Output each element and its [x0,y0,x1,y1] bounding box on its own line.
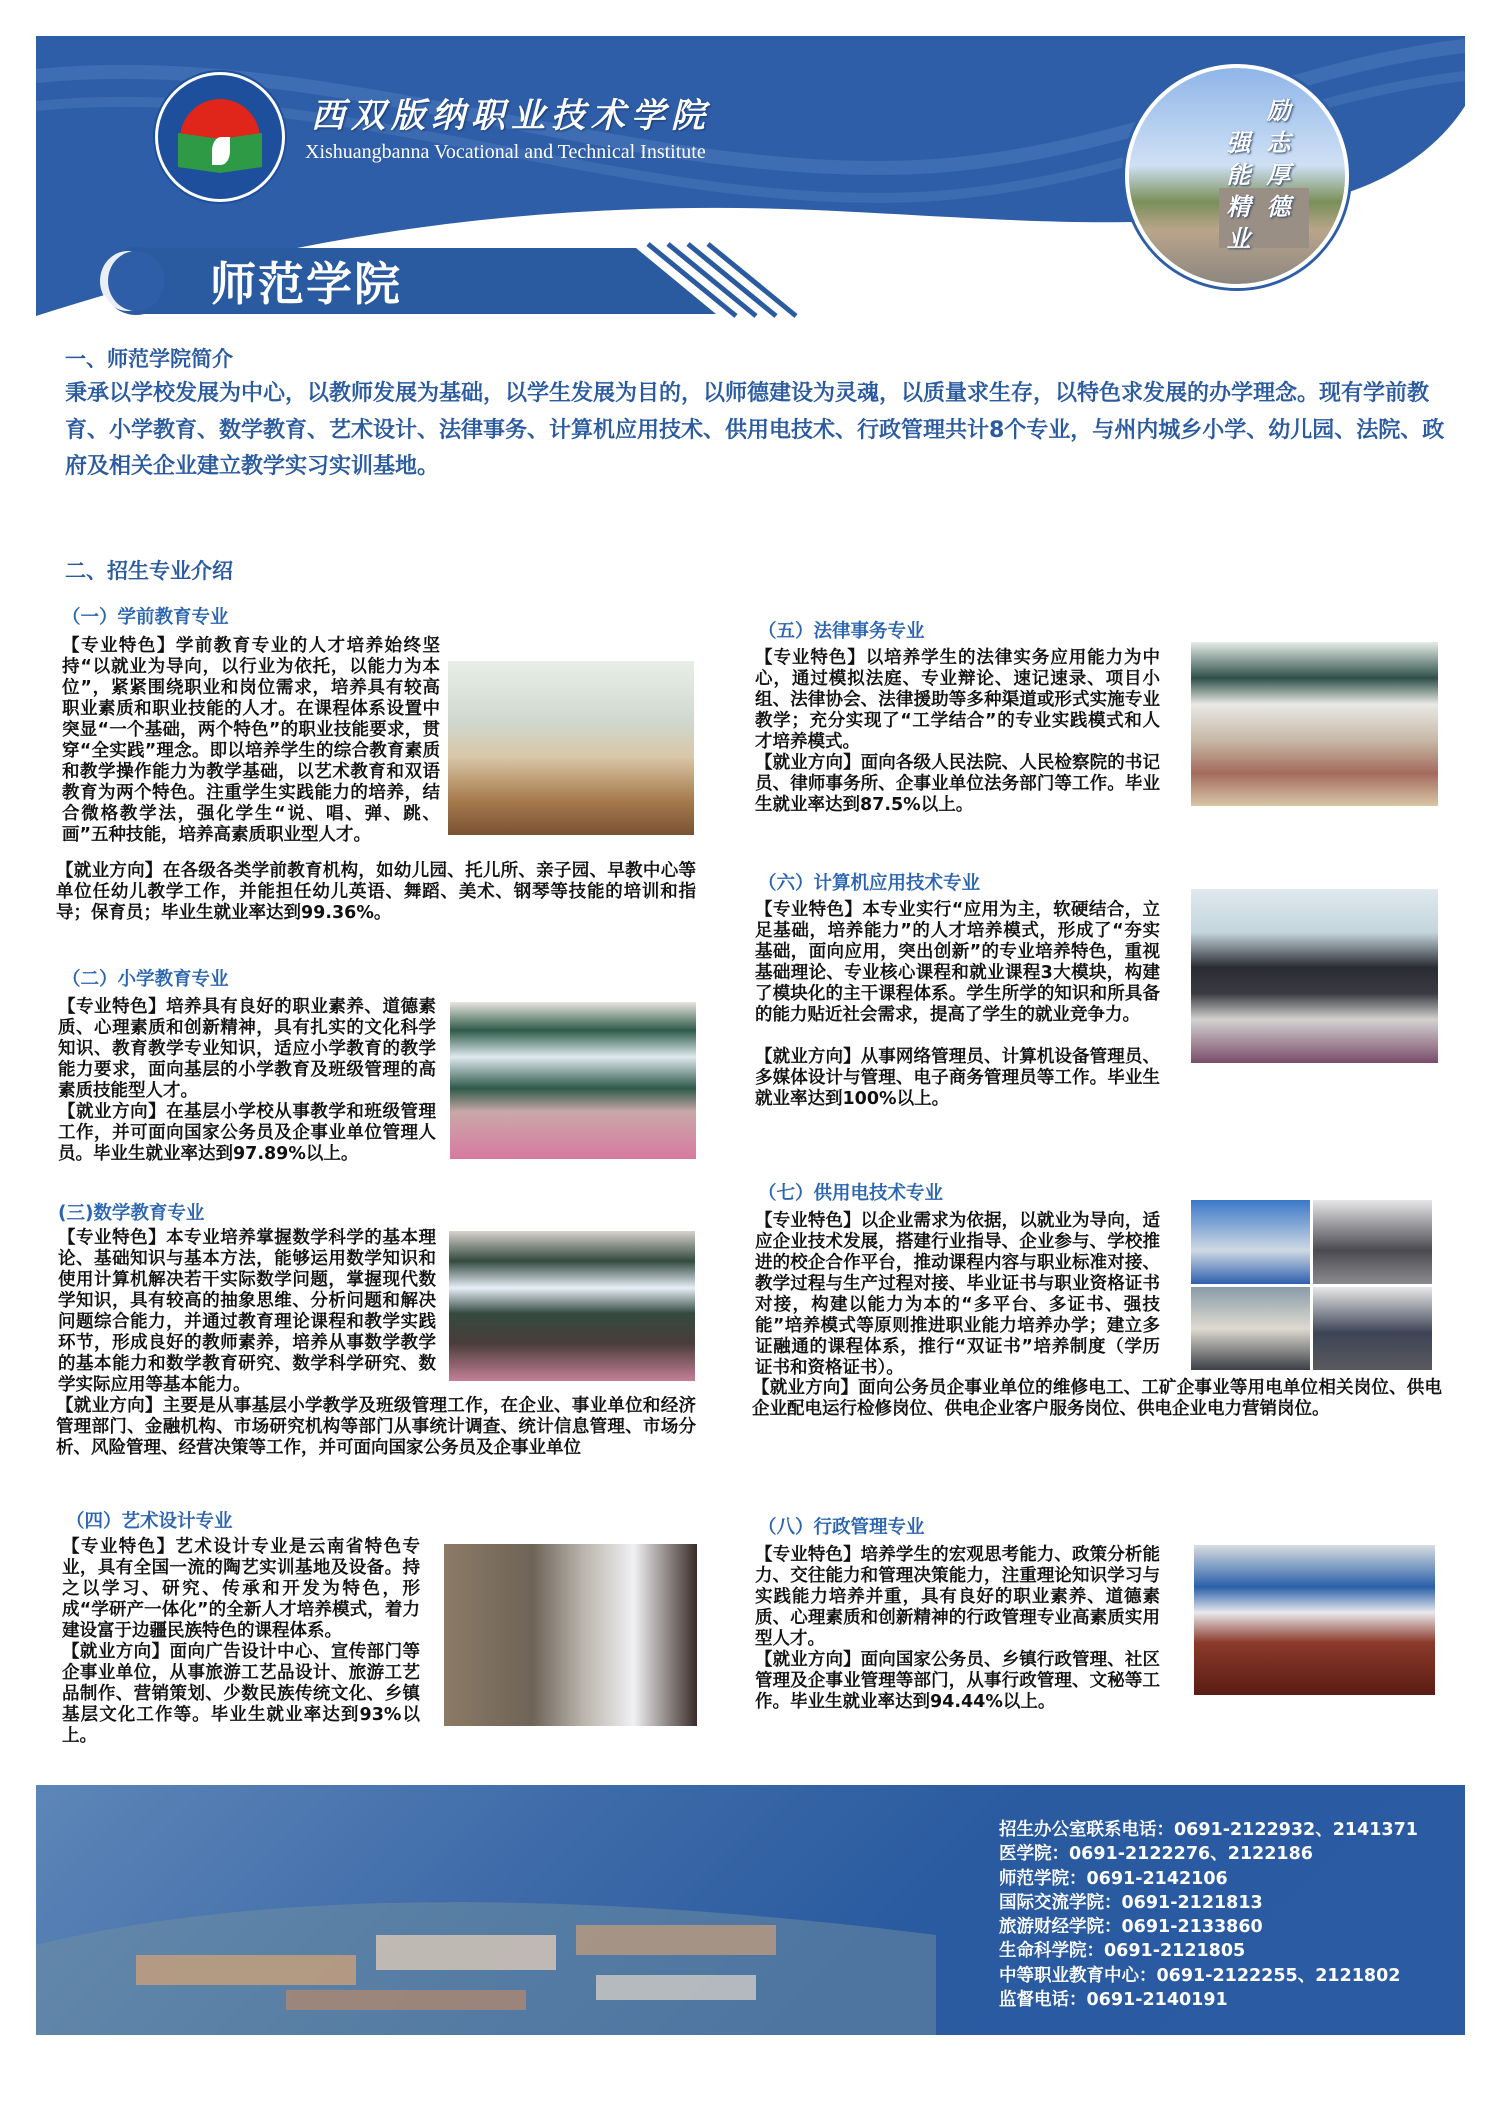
contact-line: 国际交流学院：0691-2121813 [999,1892,1263,1913]
major-career: 【就业方向】面向国家公务员、乡镇行政管理、社区管理及企事业管理等部门，从事行政管理、文秘等工作。毕业生就业率达到94.44%以上。 [755,1650,1160,1712]
contact-line: 中等职业教育中心：0691-2122255、2121802 [999,1965,1401,1986]
contact-line: 生命科学院：0691-2121805 [999,1941,1246,1962]
major-title: （七）供用电技术专业 [758,1183,944,1204]
contact-list [999,1818,1418,2012]
major-career: 【就业方向】在基层小学校从事教学和班级管理工作，并可面向国家公务员及企事业单位管理人员。毕业生就业率达到97.89%以上。 [58,1102,436,1164]
major-title: (三)数学教育专业 [58,1203,205,1224]
admin-meeting-photo [1194,1545,1435,1695]
contact-line: 旅游财经学院：0691-2133860 [999,1917,1263,1938]
intro-heading: 一、师范学院简介 [65,347,233,371]
math-class-photo [449,1231,695,1381]
major-feature: 【专业特色】本专业培养掌握数学科学的基本理论、基础知识与基本方法，能够运用数学知识和使用计算机解决若干实际数学问题，掌握现代数学知识，具有较高的抽象思维、分析问题和解决问题综合能力，并通过教育理论课程和教学实践环节，形成良好的教师素养，培养从事数学教学的基本能力和数学教育研究、数学科学研究、数学实际应用等基本能力。 [58,1228,436,1395]
campus-photo-circle [1125,64,1349,288]
motto-right: 励志厚德 [1262,98,1290,226]
intro-body: 秉承以学校发展为中心，以教师发展为基础，以学生发展为目的，以师德建设为灵魂，以质量求生存，以特色求发展的办学理念。现有学前教育、小学教育、数学教育、艺术设计、法律事务、计算机应用技术、供用电技术、行政管理共计8个专业，与州内城乡小学、幼儿园、法院、政府及相关企业建立教学实习实训基地。 [65,381,1445,479]
primary-class-photo [450,1002,696,1159]
computer-lab-photo [1191,889,1438,1063]
major-career: 【就业方向】面向广告设计中心、宣传部门等企事业单位，从事旅游工艺品设计、旅游工艺品制作、营销策划、少数民族传统文化、乡镇基层文化工作等。毕业生就业率达到93%以上。 [62,1642,420,1746]
collage-photo [1191,1287,1310,1371]
collage-photo [1313,1200,1432,1284]
major-feature: 【专业特色】培养具有良好的职业素养、道德素质、心理素质和创新精神，具有扎实的文化科学知识、教育教学专业知识，适应小学教育的教学能力要求，面向基层的小学教育及班级管理的高素质技能型人才。 [58,997,436,1101]
motto-left: 强能精业 [1222,130,1250,258]
law-class-photo [1191,642,1438,806]
major-career: 【就业方向】在各级各类学前教育机构，如幼儿园、托儿所、亲子园、早教中心等单位任幼儿教学工作，并能担任幼儿英语、舞蹈、美术、钢琴等技能的培训和指导；保育员；毕业生就业率达到99.36%。 [56,861,696,923]
major-title: （六）计算机应用技术专业 [758,873,981,894]
major-career: 【就业方向】从事网络管理员、计算机设备管理员、多媒体设计与管理、电子商务管理员等工作。毕业生就业率达到100%以上。 [755,1047,1160,1109]
collage-photo [1313,1287,1432,1371]
major-feature: 【专业特色】本专业实行“应用为主，软硬结合，立足基础，培养能力”的人才培养模式，形成了“夯实基础，面向应用，突出创新”的专业培养特色，重视基础理论、专业核心课程和就业课程3大模块，构建了模块化的主干课程体系。学生所学的知识和所具备的能力贴近社会需求，提高了学生的就业竞争力。 [755,900,1160,1025]
pottery-class-photo [444,1544,697,1726]
contact-line: 招生办公室联系电话：0691-2122932、2141371 [999,1820,1418,1840]
major-feature: 【专业特色】以培养学生的法律实务应用能力为中心，通过模拟法庭、专业辩论、速记速录、项目小组、法律协会、法律援助等多种渠道或形式实施专业教学；充分实现了“工学结合”的专业实践模式和人才培养模式。 [755,648,1160,752]
contact-line: 师范学院：0691-2142106 [999,1868,1228,1889]
major-career: 【就业方向】面向公务员企事业单位的维修电工、工矿企事业等用电单位相关岗位、供电企业配电运行检修岗位、供电企业客户服务岗位、供电企业电力营销岗位。 [752,1378,1442,1419]
major-title: （二）小学教育专业 [62,969,229,990]
major-career: 【就业方向】面向各级人民法院、人民检察院的书记员、律师事务所、企事业单位法务部门等工作。毕业生就业率达到87.5%以上。 [755,753,1160,815]
college-title: 师范学院 [210,257,402,311]
major-feature: 【专业特色】以企业需求为依据，以就业为导向，适应企业技术发展，搭建行业指导、企业参与、学校推进的校企合作平台，推动课程内容与职业标准对接、教学过程与生产过程对接、毕业证书与职业资格证书对接，构建以能力为本的“多平台、多证书、强技能”培养模式等原则推进职业能力培养办学；建立多证融通的课程体系，推行“双证书”培养制度（学历证书和资格证书）。 [755,1211,1160,1378]
collage-photo [1191,1200,1310,1284]
kindergarten-class-photo [448,661,694,835]
major-feature: 【专业特色】培养学生的宏观思考能力、政策分析能力、交往能力和管理决策能力，注重理论知识学习与实践能力培养并重，具有良好的职业素养、道德素质、心理素质和创新精神的行政管理专业高素质实用型人才。 [755,1545,1160,1649]
school-name-cn: 西双版纳职业技术学院 [311,96,711,136]
school-name-en: Xishuangbanna Vocational and Technical Institute [305,141,706,163]
major-feature: 【专业特色】艺术设计专业是云南省特色专业，具有全国一流的陶艺实训基地及设备。持之以学习、研究、传承和开发为特色，形成“学研产一体化”的全新人才培养模式，着力建设富于边疆民族特色的课程体系。 [62,1537,420,1641]
power-tech-photo-collage [1191,1200,1432,1370]
major-title: （一）学前教育专业 [62,607,229,628]
major-feature: 【专业特色】学前教育专业的人才培养始终坚持“以就业为导向，以行业为依托，以能力为本位”，紧紧围绕职业和岗位需求，培养具有较高职业素质和职业技能的人才。在课程体系设置中突显“一个基础，两个特色”的职业技能要求，贯穿“全实践”理念。即以培养学生的综合教育素质和教学操作能力为教学基础，以艺术教育和双语教育为两个特色。注重学生实践能力的培养，结合微格教学法，强化学生“说、唱、弹、跳、画”五种技能，培养高素质职业型人才。 [62,636,440,845]
contact-line: 监督电话：0691-2140191 [999,1990,1228,2011]
major-title: （八）行政管理专业 [758,1517,925,1538]
major-title: （五）法律事务专业 [758,621,925,642]
majors-heading: 二、招生专业介绍 [65,559,233,583]
major-career: 【就业方向】主要是从事基层小学教学及班级管理工作，在企业、事业单位和经济管理部门、金融机构、市场研究机构等部门从事统计调查、统计信息管理、市场分析、风险管理、经营决策等工作，并可面向国家公务员及企事业单位 [56,1396,696,1458]
major-title: （四）艺术设计专业 [66,1511,233,1532]
contact-line: 医学院：0691-2122276、2122186 [999,1844,1313,1865]
school-logo [155,72,285,202]
